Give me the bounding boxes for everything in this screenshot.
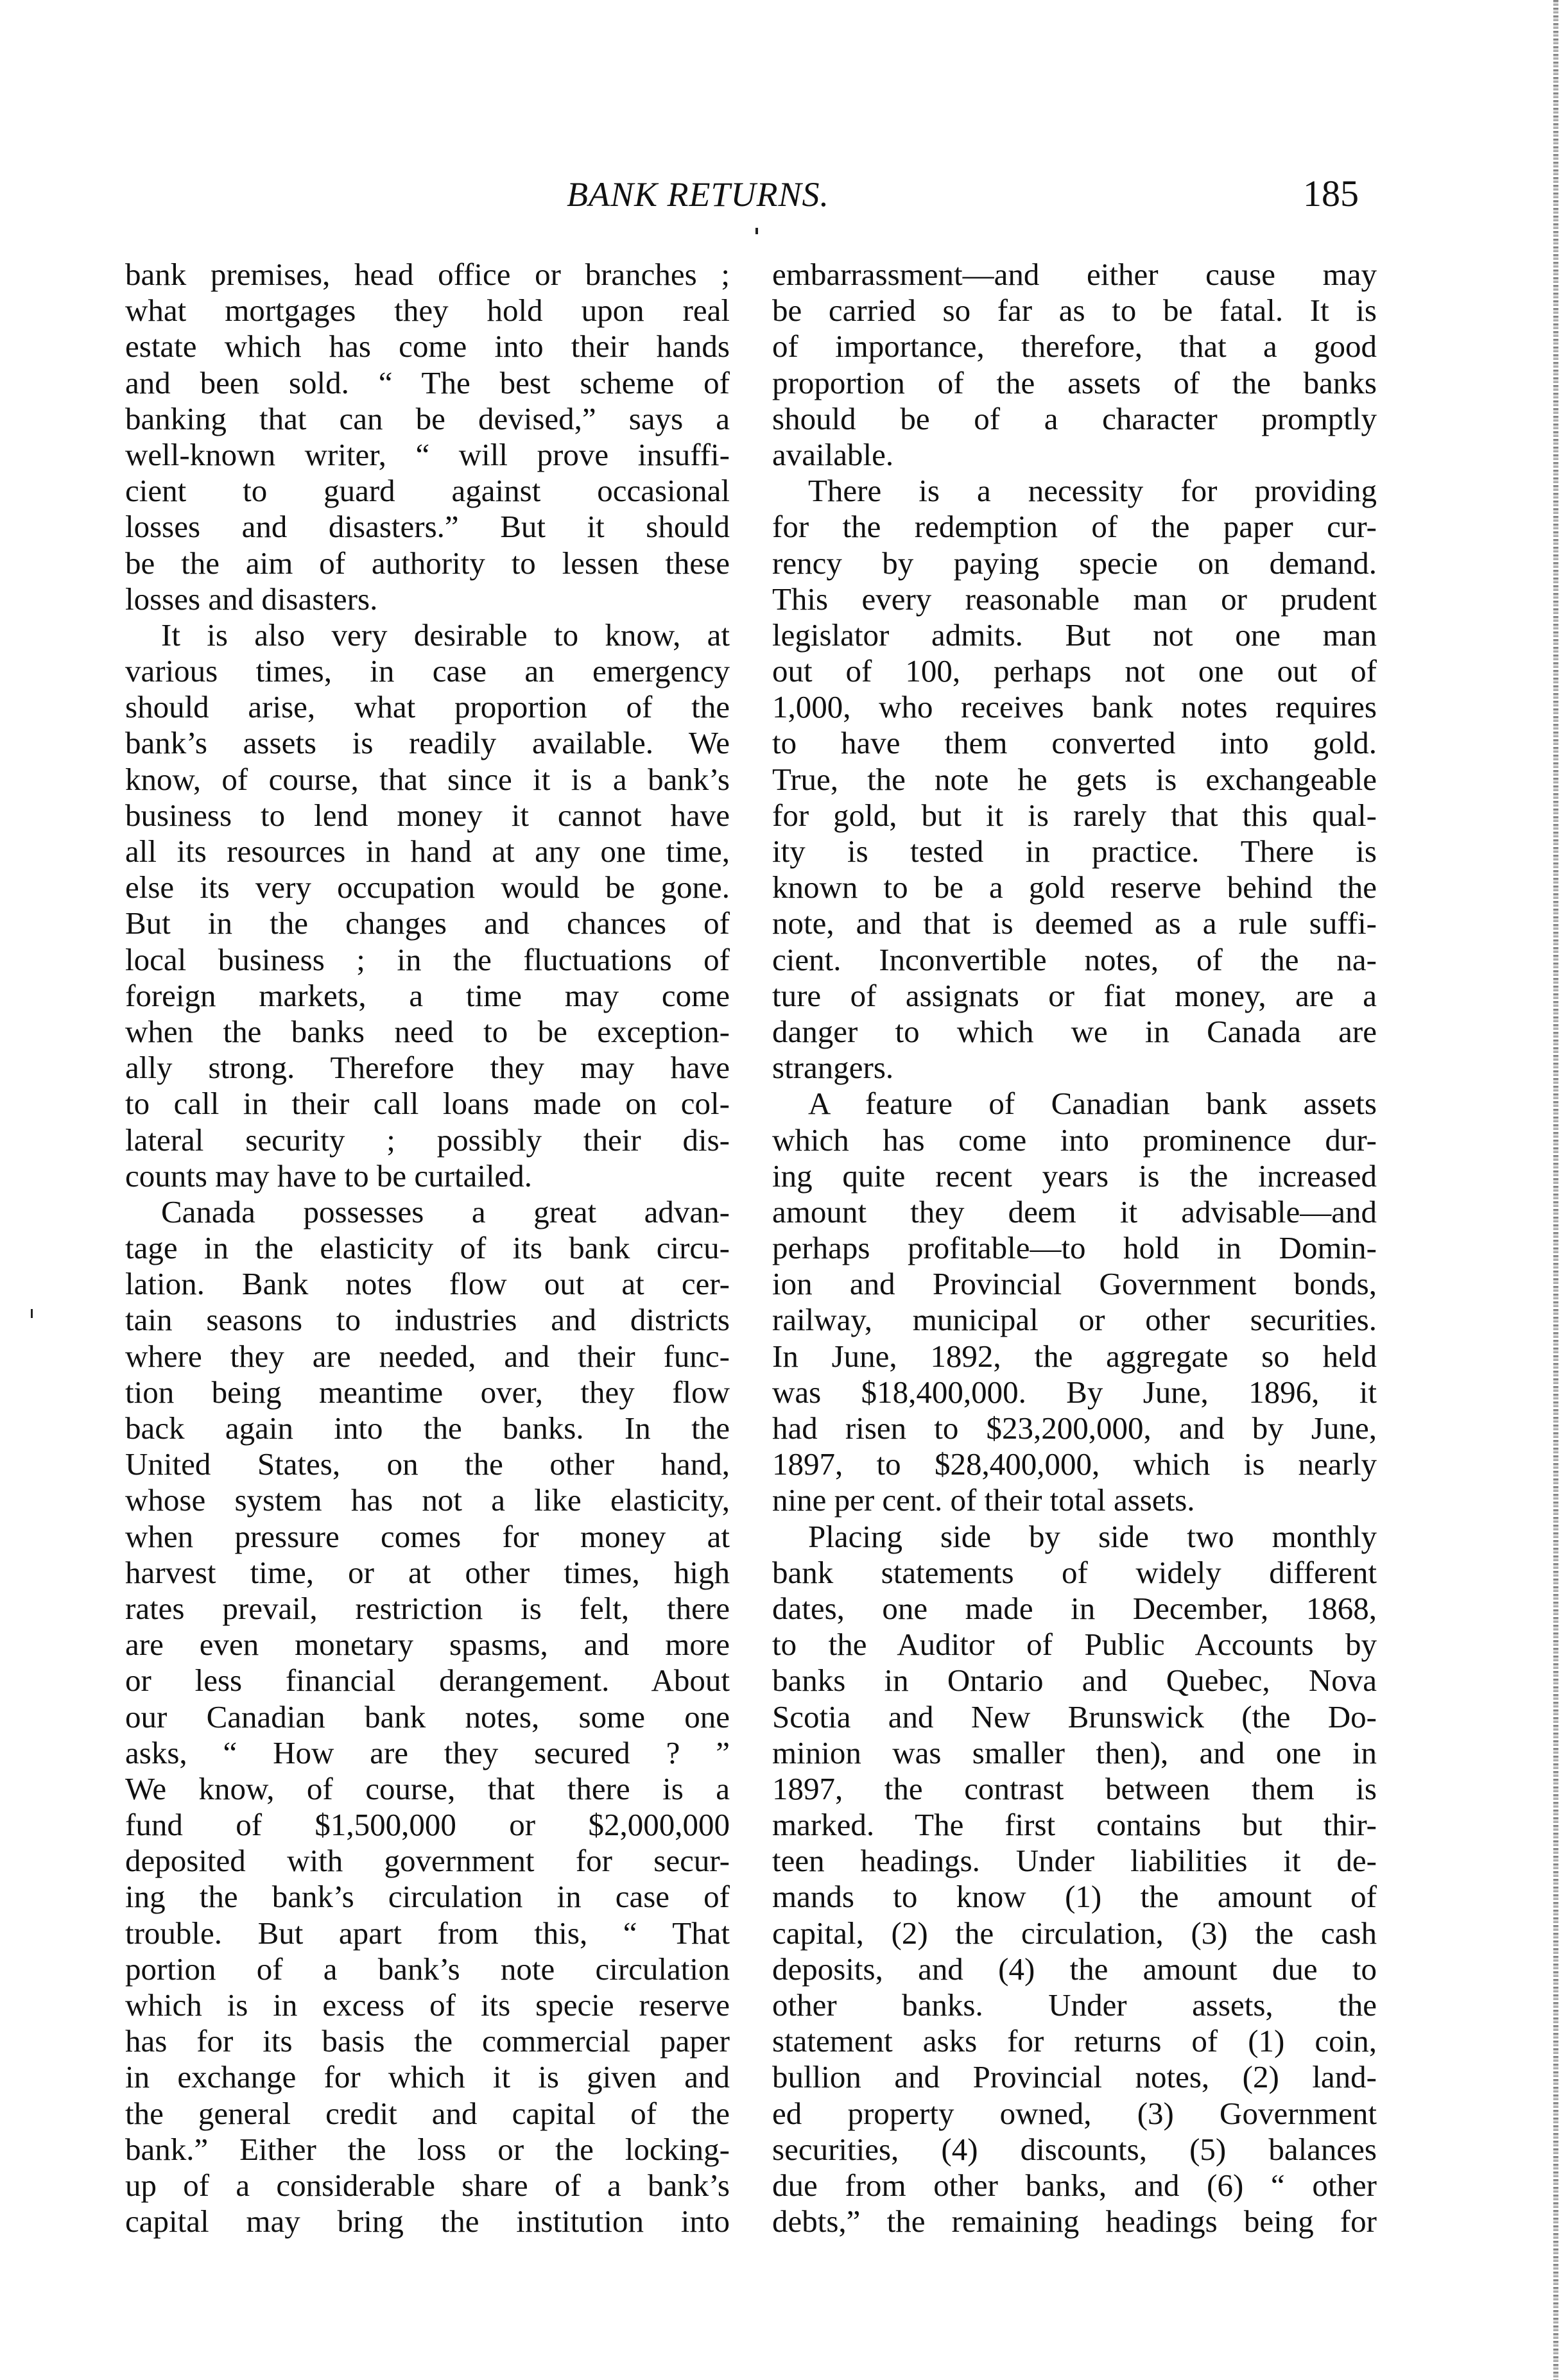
text-line: should arise, what proportion of the: [125, 689, 730, 725]
text-line: ing quite recent years is the increased: [772, 1158, 1377, 1194]
text-line: ed property owned, (3) Government: [772, 2095, 1377, 2131]
text-line: ture of assignats or fiat money, are a: [772, 977, 1377, 1013]
text-line: In June, 1892, the aggregate so held: [772, 1338, 1377, 1374]
text-line: the general credit and capital of the: [125, 2095, 730, 2131]
text-line: amount they deem it advisable—and: [772, 1194, 1377, 1229]
text-line: or less financial derangement. About: [125, 1663, 730, 1699]
text-line: tion being meantime over, they flow: [125, 1374, 730, 1410]
text-line: fund of $1,500,000 or $2,000,000: [125, 1807, 730, 1843]
text-line: due from other banks, and (6) “ other: [772, 2167, 1377, 2203]
text-line: are even monetary spasms, and more: [125, 1627, 730, 1663]
text-line: had risen to $23,200,000, and by June,: [772, 1410, 1377, 1446]
text-line: capital, (2) the circulation, (3) the cash: [772, 1915, 1377, 1951]
text-line: cient to guard against occasional: [125, 473, 730, 509]
text-line: known to be a gold reserve behind the: [772, 869, 1377, 905]
text-line: embarrassment—and either cause may: [772, 257, 1377, 292]
text-line: ally strong. Therefore they may have: [125, 1050, 730, 1086]
text-line: United States, on the other hand,: [125, 1446, 730, 1482]
text-line: This every reasonable man or prudent: [772, 581, 1377, 617]
text-line: minion was smaller then), and one in: [772, 1734, 1377, 1770]
text-line: legislator admits. But not one man: [772, 617, 1377, 653]
text-line: losses and disasters.: [125, 581, 378, 617]
text-line: danger to which we in Canada are: [772, 1013, 1377, 1049]
text-line: dates, one made in December, 1868,: [772, 1590, 1377, 1626]
text-line: other banks. Under assets, the: [772, 1987, 1377, 2023]
text-line: to have them converted into gold.: [772, 725, 1377, 761]
text-line: capital may bring the institution into: [125, 2204, 730, 2239]
text-line: be carried so far as to be fatal. It is: [772, 293, 1377, 329]
text-line: business to lend money it cannot have: [125, 797, 730, 833]
text-line: for the redemption of the paper cur-: [772, 509, 1377, 545]
text-line: portion of a bank’s note circulation: [125, 1951, 730, 1987]
text-line: 1897, the contrast between them is: [772, 1770, 1377, 1806]
text-line: rency by paying specie on demand.: [772, 545, 1377, 581]
text-line: foreign markets, a time may come: [125, 977, 730, 1013]
text-line: rates prevail, restriction is felt, there: [125, 1590, 730, 1626]
text-line: tage in the elasticity of its bank circu-: [125, 1230, 730, 1266]
text-line: our Canadian bank notes, some one: [125, 1699, 730, 1734]
text-line: when the banks need to be exception-: [125, 1013, 730, 1049]
stray-mark: [755, 228, 758, 234]
text-line: 1897, to $28,400,000, which is nearly: [772, 1446, 1377, 1482]
text-line: various times, in case an emergency: [125, 653, 730, 689]
text-line: harvest time, or at other times, high: [125, 1554, 730, 1590]
text-line: bank.” Either the loss or the locking-: [125, 2131, 730, 2167]
text-line: has for its basis the commercial paper: [125, 2023, 730, 2059]
text-line: of importance, therefore, that a good: [772, 329, 1377, 364]
text-column-right: [772, 257, 1377, 2239]
text-line: securities, (4) discounts, (5) balances: [772, 2131, 1377, 2167]
text-line: debts,” the remaining headings being for: [772, 2204, 1377, 2239]
text-line: tain seasons to industries and districts: [125, 1302, 730, 1338]
text-line: where they are needed, and their func-: [125, 1338, 730, 1374]
text-line: Placing side by side two monthly: [808, 1518, 1377, 1554]
text-line: A feature of Canadian bank assets: [808, 1086, 1377, 1122]
text-line: teen headings. Under liabilities it de-: [772, 1843, 1377, 1879]
text-line: Scotia and New Brunswick (the Do-: [772, 1699, 1377, 1734]
text-line: all its resources in hand at any one time,: [125, 834, 730, 869]
text-line: nine per cent. of their total assets.: [772, 1482, 1195, 1518]
text-line: We know, of course, that there is a: [125, 1770, 730, 1806]
text-line: deposited with government for secur-: [125, 1843, 730, 1879]
text-column-left: [125, 257, 730, 2239]
text-line: was $18,400,000. By June, 1896, it: [772, 1374, 1377, 1410]
text-line: what mortgages they hold upon real: [125, 293, 730, 329]
text-line: deposits, and (4) the amount due to: [772, 1951, 1377, 1987]
text-line: know, of course, that since it is a bank’s: [125, 761, 730, 797]
text-line: be the aim of authority to lessen these: [125, 545, 730, 581]
text-line: up of a considerable share of a bank’s: [125, 2167, 730, 2203]
text-line: which has come into prominence dur-: [772, 1122, 1377, 1158]
text-line: local business ; in the fluctuations of: [125, 941, 730, 977]
text-line: There is a necessity for providing: [808, 473, 1377, 509]
text-line: perhaps profitable—to hold in Domin-: [772, 1230, 1377, 1266]
text-line: marked. The first contains but thir-: [772, 1807, 1377, 1843]
text-line: cient. Inconvertible notes, of the na-: [772, 941, 1377, 977]
text-line: strangers.: [772, 1050, 894, 1086]
text-line: whose system has not a like elasticity,: [125, 1482, 730, 1518]
text-line: back again into the banks. In the: [125, 1410, 730, 1446]
text-line: proportion of the assets of the banks: [772, 364, 1377, 400]
text-line: statement asks for returns of (1) coin,: [772, 2023, 1377, 2059]
text-line: counts may have to be curtailed.: [125, 1158, 533, 1194]
text-line: when pressure comes for money at: [125, 1518, 730, 1554]
text-line: to call in their call loans made on col-: [125, 1086, 730, 1122]
text-line: trouble. But apart from this, “ That: [125, 1915, 730, 1951]
page-number: 185: [1303, 173, 1359, 214]
text-line: banks in Ontario and Quebec, Nova: [772, 1663, 1377, 1699]
text-line: lation. Bank notes flow out at cer-: [125, 1266, 730, 1302]
text-line: note, and that is deemed as a rule suffi-: [772, 905, 1377, 941]
text-line: banking that can be devised,” says a: [125, 400, 730, 436]
text-line: should be of a character promptly: [772, 400, 1377, 436]
text-line: ity is tested in practice. There is: [772, 834, 1377, 869]
text-line: and been sold. “ The best scheme of: [125, 364, 730, 400]
text-line: bank statements of widely different: [772, 1554, 1377, 1590]
text-line: True, the note he gets is exchangeable: [772, 761, 1377, 797]
text-line: in exchange for which it is given and: [125, 2059, 730, 2095]
text-line: out of 100, perhaps not one out of: [772, 653, 1377, 689]
text-line: well-known writer, “ will prove insuffi-: [125, 436, 730, 472]
text-line: It is also very desirable to know, at: [161, 617, 730, 653]
text-line: railway, municipal or other securities.: [772, 1302, 1377, 1338]
text-line: else its very occupation would be gone.: [125, 869, 730, 905]
text-line: ion and Provincial Government bonds,: [772, 1266, 1377, 1302]
text-line: But in the changes and chances of: [125, 905, 730, 941]
text-line: to the Auditor of Public Accounts by: [772, 1627, 1377, 1663]
text-line: ing the bank’s circulation in case of: [125, 1879, 730, 1915]
text-line: for gold, but it is rarely that this qual-: [772, 797, 1377, 833]
running-title: BANK RETURNS.: [567, 175, 830, 214]
text-line: estate which has come into their hands: [125, 329, 730, 364]
text-line: bullion and Provincial notes, (2) land-: [772, 2059, 1377, 2095]
text-line: mands to know (1) the amount of: [772, 1879, 1377, 1915]
stray-mark: [31, 1309, 33, 1318]
text-line: lateral security ; possibly their dis-: [125, 1122, 730, 1158]
text-line: 1,000, who receives bank notes requires: [772, 689, 1377, 725]
text-line: bank premises, head office or branches ;: [125, 257, 730, 292]
text-line: available.: [772, 436, 894, 472]
text-line: losses and disasters.” But it should: [125, 509, 730, 545]
page-edge-shadow: [1553, 0, 1558, 2380]
text-line: which is in excess of its specie reserve: [125, 1987, 730, 2023]
text-line: bank’s assets is readily available. We: [125, 725, 730, 761]
text-line: Canada possesses a great advan-: [161, 1194, 730, 1229]
text-line: asks, “ How are they secured ? ”: [125, 1734, 730, 1770]
